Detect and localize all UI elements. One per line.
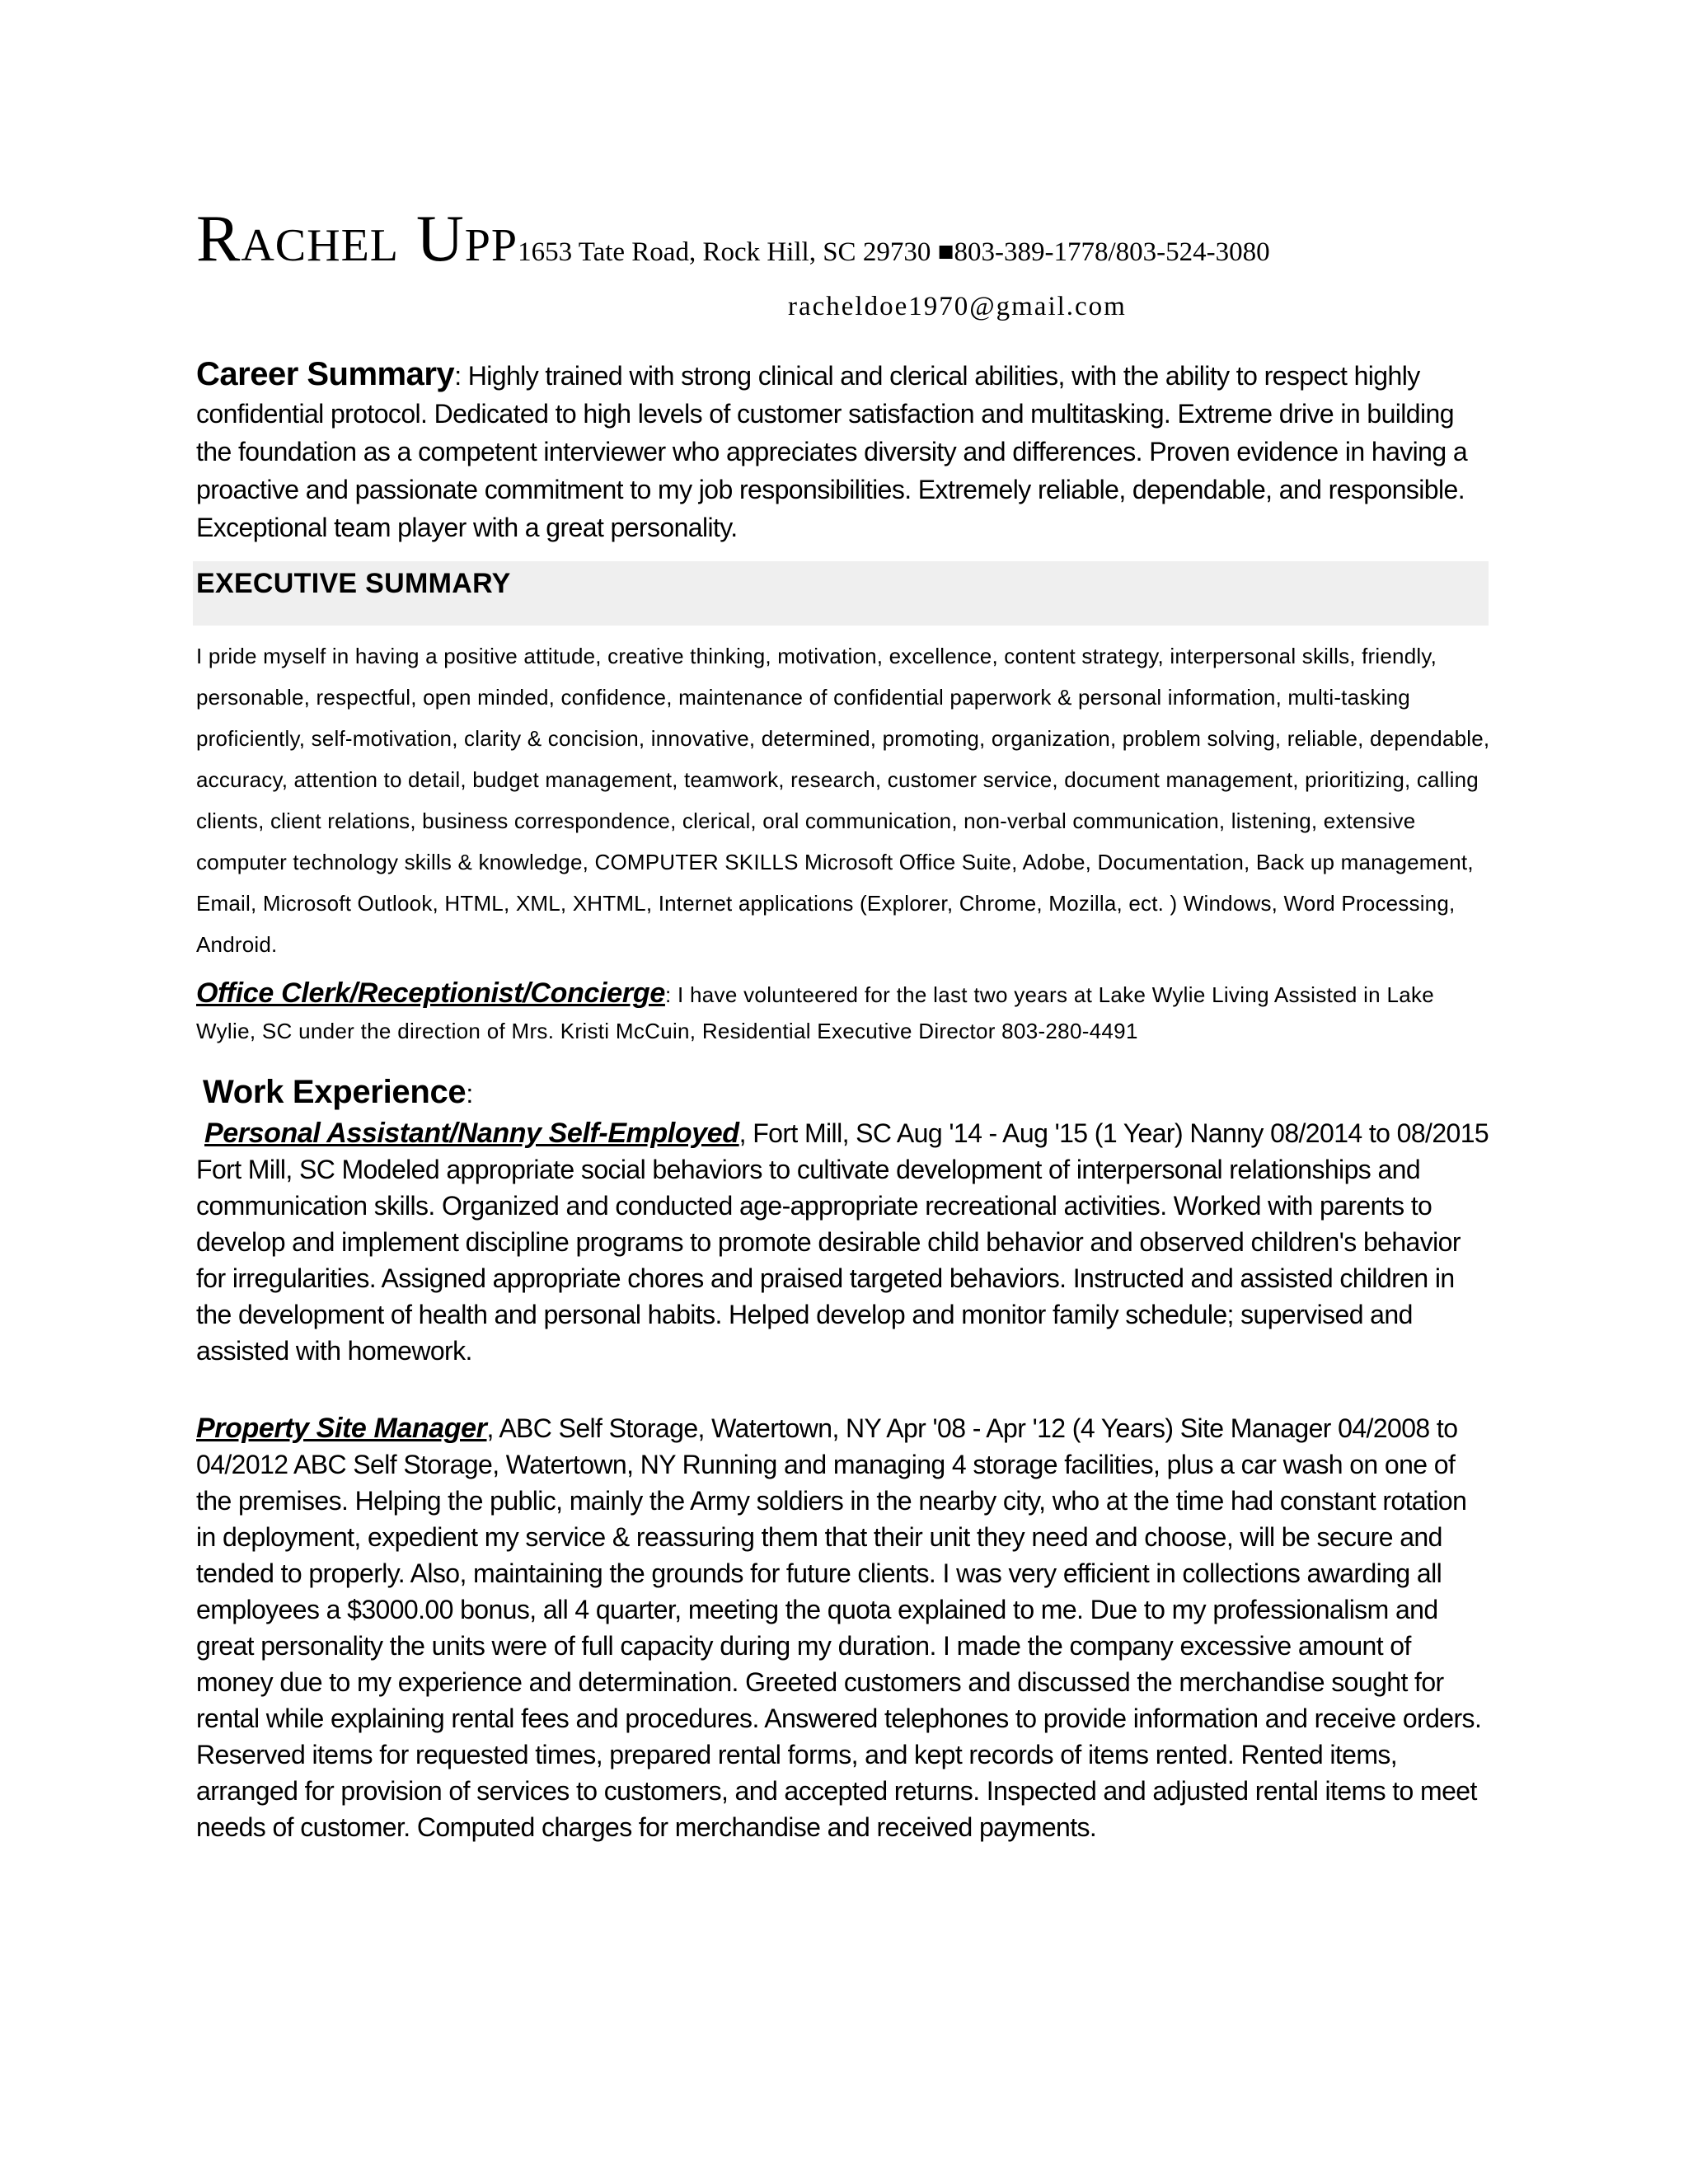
executive-summary-bar <box>193 561 1489 626</box>
job-description: , ABC Self Storage, Watertown, NY Apr '08 - Apr '12 (4 Years) Site Manager 04/2008 to 04/2012 ABC Self Storage, Watertown, NY Running and managing 4 storage facilities, plus a car wash on one of the premises. Helping the public, mainly the Army soldiers in the nearby city, who at the time had constant rotation in deployment, expedient my service & reassuring them that their unit they need and choose, will be secure and tended to properly. Also, maintaining the grounds for future clients. I was very efficient in collections awarding all employees a $3000.00 bonus, all 4 quarter, meeting the quota explained to me. Due to my professionalism and great personality the units were of full capacity during my duration. I made the company excessive amount of money due to my experience and determination. Greeted customers and discussed the merchandise sought for rental while explaining rental fees and procedures. Answered telephones to provide information and receive orders. Reserved items for requested times, prepared rental forms, and kept records of items rented. Rented items, arranged for provision of services to customers, and accepted returns. Inspected and adjusted rental items to meet needs of customer. Computed charges for merchandise and received payments. <box>196 1413 1482 1842</box>
job-description: , Fort Mill, SC Aug '14 - Aug '15 (1 Year) Nanny 08/2014 to 08/2015 Fort Mill, SC Modeled appropriate social behaviors to cultivate development of interpersonal relationships and communication skills. Organized and conducted age-appropriate recreational activities. Worked with parents to develop and implement discipline programs to promote desirable child behavior and observed children's behavior for irregularities. Assigned appropriate chores and praised targeted behaviors. Instructed and assisted children in the development of health and personal habits. Helped develop and monitor family schedule; supervised and assisted with homework. <box>196 1118 1489 1366</box>
job-title: Property Site Manager <box>196 1413 487 1444</box>
career-summary-heading: Career Summary <box>196 356 455 392</box>
work-experience-heading <box>203 1072 1490 1113</box>
header <box>196 203 1490 275</box>
executive-summary-heading: EXECUTIVE SUMMARY <box>196 568 511 599</box>
contact-address-phone: 1653 Tate Road, Rock Hill, SC 29730 ■803-389-1778/803-524-3080 <box>518 237 1270 267</box>
job-entry <box>196 1115 1490 1369</box>
applicant-name: Rachel Upp <box>196 203 518 275</box>
career-summary <box>196 355 1490 546</box>
volunteer-entry <box>196 975 1490 1049</box>
resume-content <box>196 203 1490 1845</box>
job-entry <box>196 1410 1490 1845</box>
executive-summary-text: I pride myself in having a positive attitude, creative thinking, motivation, excellence, content strategy, interpersonal skills, friendly, personable, respectful, open minded, confidence, maintenance of confidential paperwork & personal information, multi-tasking proficiently, self-motivation, clarity & concision, innovative, determined, promoting, organization, problem solving, reliable, dependable, accuracy, attention to detail, budget management, teamwork, research, customer service, document management, prioritizing, calling clients, client relations, business correspondence, clerical, oral communication, non-verbal communication, listening, extensive computer technology skills & knowledge, COMPUTER SKILLS Microsoft Office Suite, Adobe, Documentation, Back up management, Email, Microsoft Outlook, HTML, XML, XHTML, Internet applications (Explorer, Chrome, Mozilla, ect. ) Windows, Word Processing, Android. <box>196 644 1490 957</box>
volunteer-title: Office Clerk/Receptionist/Concierge <box>196 977 665 1009</box>
contact-email: racheldoe1970@gmail.com <box>788 292 1127 321</box>
work-experience-heading-text: Work Experience <box>203 1074 467 1110</box>
career-summary-text: : Highly trained with strong clinical and clerical abilities, with the ability to respect highly confidential protocol. Dedicated to high levels of customer satisfaction and multitasking. Extreme drive in building the foundation as a competent interviewer who appreciates diversity and differences. Proven evidence in having a proactive and passionate commitment to my job responsibilities. Extremely reliable, dependable, and responsible. Exceptional team player with a great personality. <box>196 361 1468 542</box>
job-title: Personal Assistant/Nanny Self-Employed <box>204 1118 739 1149</box>
work-experience-colon: : <box>466 1079 473 1108</box>
volunteer-text: : I have volunteered for the last two years at Lake Wylie Living Assisted in Lake Wylie, SC under the direction of Mrs. Kristi McCuin, Residential Executive Director 803-280-4491 <box>196 982 1435 1043</box>
